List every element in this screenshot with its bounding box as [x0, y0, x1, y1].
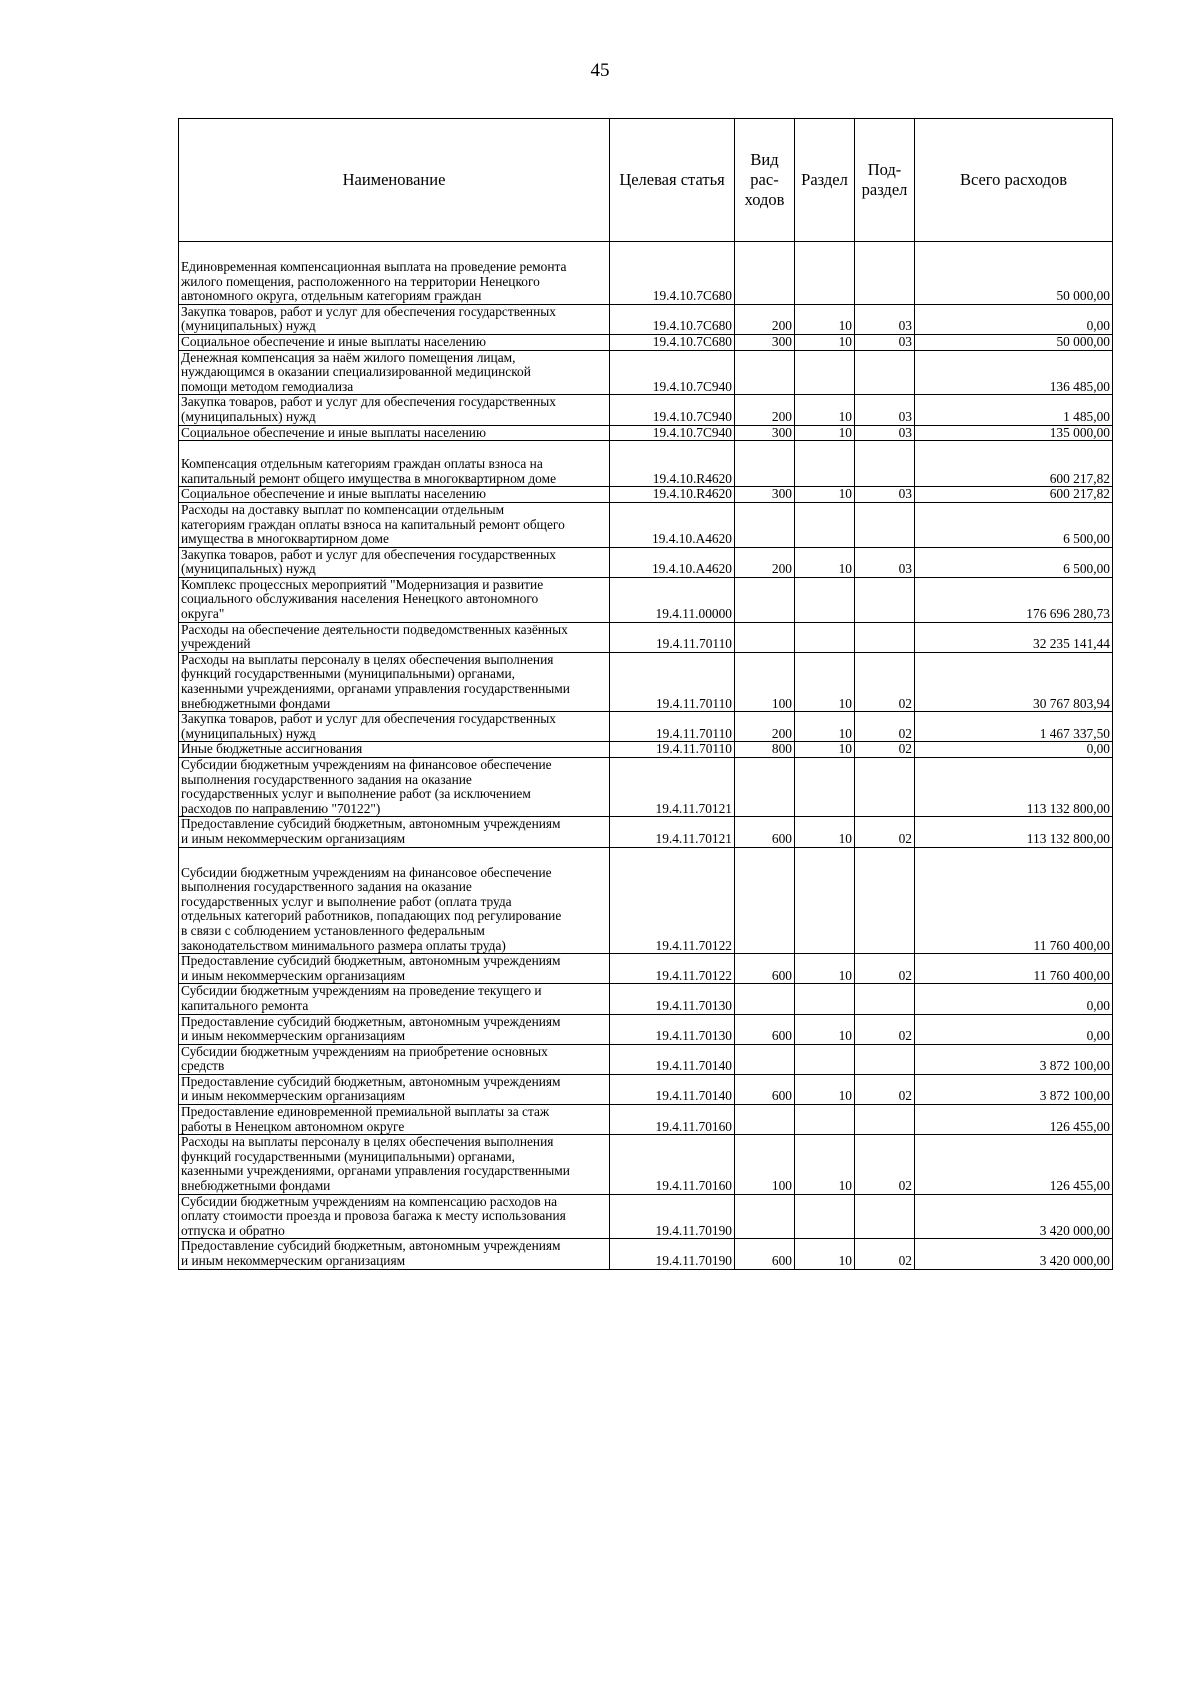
row-total: 30 767 803,94	[915, 652, 1113, 711]
row-total: 0,00	[915, 742, 1113, 758]
row-subsection	[855, 577, 915, 622]
row-target: 19.4.11.70110	[610, 652, 735, 711]
row-target: 19.4.10.А4620	[610, 547, 735, 577]
row-total: 113 132 800,00	[915, 758, 1113, 817]
row-total: 11 760 400,00	[915, 954, 1113, 984]
header-kind: Вид рас- ходов	[735, 119, 795, 242]
row-total: 50 000,00	[915, 334, 1113, 350]
row-subsection	[855, 758, 915, 817]
row-subsection: 03	[855, 304, 915, 334]
table-row	[179, 425, 1113, 441]
table-row	[179, 652, 1113, 711]
row-name: Субсидии бюджетным учреждениям на приобретение основных средств	[179, 1044, 610, 1074]
table-row	[179, 742, 1113, 758]
row-total: 1 485,00	[915, 395, 1113, 425]
row-name: Единовременная компенсационная выплата на проведение ремонта жилого помещения, расположенного на территории Ненецкого автономного округа, отдельным категориям граждан	[179, 242, 610, 305]
row-total: 32 235 141,44	[915, 622, 1113, 652]
row-section: 10	[795, 1239, 855, 1269]
row-target: 19.4.11.00000	[610, 577, 735, 622]
row-target: 19.4.10.7С940	[610, 395, 735, 425]
row-target: 19.4.11.70160	[610, 1135, 735, 1194]
row-target: 19.4.11.70130	[610, 1014, 735, 1044]
row-subsection: 02	[855, 954, 915, 984]
row-target: 19.4.10.7С940	[610, 425, 735, 441]
row-total: 176 696 280,73	[915, 577, 1113, 622]
row-kind: 300	[735, 334, 795, 350]
row-total: 6 500,00	[915, 547, 1113, 577]
row-section	[795, 1044, 855, 1074]
table-body	[179, 242, 1113, 1270]
row-name: Предоставление субсидий бюджетным, автономным учреждениям и иным некоммерческим организациям	[179, 1014, 610, 1044]
table-row	[179, 502, 1113, 547]
row-subsection: 03	[855, 487, 915, 503]
table-row	[179, 1014, 1113, 1044]
table-row	[179, 1135, 1113, 1194]
row-target: 19.4.11.70122	[610, 847, 735, 954]
header-subsection: Под- раздел	[855, 119, 915, 242]
row-target: 19.4.11.70110	[610, 622, 735, 652]
row-subsection: 03	[855, 395, 915, 425]
row-subsection: 02	[855, 817, 915, 847]
row-total: 50 000,00	[915, 242, 1113, 305]
row-section	[795, 577, 855, 622]
row-name: Закупка товаров, работ и услуг для обеспечения государственных (муниципальных) нужд	[179, 304, 610, 334]
row-section: 10	[795, 954, 855, 984]
row-name: Социальное обеспечение и иные выплаты населению	[179, 334, 610, 350]
row-target: 19.4.11.70160	[610, 1105, 735, 1135]
row-section: 10	[795, 334, 855, 350]
table-row	[179, 1074, 1113, 1104]
row-section: 10	[795, 395, 855, 425]
table-row	[179, 242, 1113, 305]
row-section: 10	[795, 817, 855, 847]
row-subsection	[855, 502, 915, 547]
table-row	[179, 441, 1113, 487]
row-name: Иные бюджетные ассигнования	[179, 742, 610, 758]
row-kind	[735, 242, 795, 305]
table-row	[179, 758, 1113, 817]
row-section	[795, 502, 855, 547]
row-section: 10	[795, 742, 855, 758]
row-subsection	[855, 847, 915, 954]
row-target: 19.4.11.70140	[610, 1074, 735, 1104]
row-target: 19.4.10.7С680	[610, 304, 735, 334]
table-row	[179, 712, 1113, 742]
row-kind	[735, 984, 795, 1014]
row-total: 600 217,82	[915, 487, 1113, 503]
row-section: 10	[795, 652, 855, 711]
row-subsection	[855, 242, 915, 305]
row-subsection: 03	[855, 334, 915, 350]
table-row	[179, 334, 1113, 350]
table-row	[179, 1194, 1113, 1239]
row-section	[795, 350, 855, 395]
row-total: 600 217,82	[915, 441, 1113, 487]
row-kind	[735, 1194, 795, 1239]
row-name: Закупка товаров, работ и услуг для обеспечения государственных (муниципальных) нужд	[179, 547, 610, 577]
row-target: 19.4.11.70110	[610, 742, 735, 758]
row-name: Расходы на обеспечение деятельности подведомственных казённых учреждений	[179, 622, 610, 652]
row-kind: 200	[735, 547, 795, 577]
row-subsection	[855, 1194, 915, 1239]
row-target: 19.4.11.70190	[610, 1194, 735, 1239]
row-total: 11 760 400,00	[915, 847, 1113, 954]
header-total: Всего расходов	[915, 119, 1113, 242]
row-kind	[735, 847, 795, 954]
row-total: 6 500,00	[915, 502, 1113, 547]
row-target: 19.4.10.7С940	[610, 350, 735, 395]
row-total: 1 467 337,50	[915, 712, 1113, 742]
row-target: 19.4.10.7С680	[610, 242, 735, 305]
row-target: 19.4.10.А4620	[610, 502, 735, 547]
header-target: Целевая статья	[610, 119, 735, 242]
row-kind: 600	[735, 1074, 795, 1104]
row-subsection: 02	[855, 1074, 915, 1104]
row-section	[795, 622, 855, 652]
row-kind	[735, 441, 795, 487]
table-row	[179, 395, 1113, 425]
budget-table	[178, 118, 1113, 1270]
row-total: 3 872 100,00	[915, 1044, 1113, 1074]
row-name: Предоставление субсидий бюджетным, автономным учреждениям и иным некоммерческим организациям	[179, 817, 610, 847]
row-total: 113 132 800,00	[915, 817, 1113, 847]
row-target: 19.4.11.70130	[610, 984, 735, 1014]
row-subsection: 03	[855, 547, 915, 577]
table-row	[179, 817, 1113, 847]
row-section	[795, 1105, 855, 1135]
row-kind	[735, 502, 795, 547]
row-section	[795, 984, 855, 1014]
table-row	[179, 577, 1113, 622]
row-total: 3 872 100,00	[915, 1074, 1113, 1104]
row-total: 126 455,00	[915, 1105, 1113, 1135]
row-section	[795, 1194, 855, 1239]
row-total: 0,00	[915, 984, 1113, 1014]
row-section	[795, 758, 855, 817]
row-target: 19.4.10.R4620	[610, 441, 735, 487]
row-kind: 600	[735, 817, 795, 847]
table-row	[179, 350, 1113, 395]
row-name: Предоставление единовременной премиальной выплаты за стаж работы в Ненецком автономном округе	[179, 1105, 610, 1135]
row-kind	[735, 758, 795, 817]
row-target: 19.4.10.7С680	[610, 334, 735, 350]
row-name: Расходы на выплаты персоналу в целях обеспечения выполнения функций государственными (муниципальными) органами, казенными учреждениями, органами управления государственными внебюджетными фондами	[179, 652, 610, 711]
row-target: 19.4.11.70140	[610, 1044, 735, 1074]
row-subsection: 03	[855, 425, 915, 441]
table-row	[179, 1239, 1113, 1269]
row-section: 10	[795, 1074, 855, 1104]
row-total: 3 420 000,00	[915, 1239, 1113, 1269]
row-name: Закупка товаров, работ и услуг для обеспечения государственных (муниципальных) нужд	[179, 712, 610, 742]
row-name: Социальное обеспечение и иные выплаты населению	[179, 487, 610, 503]
row-kind: 200	[735, 304, 795, 334]
row-total: 135 000,00	[915, 425, 1113, 441]
row-target: 19.4.11.70190	[610, 1239, 735, 1269]
row-kind: 600	[735, 954, 795, 984]
row-name: Субсидии бюджетным учреждениям на проведение текущего и капитального ремонта	[179, 984, 610, 1014]
row-kind	[735, 622, 795, 652]
row-name: Социальное обеспечение и иные выплаты населению	[179, 425, 610, 441]
row-subsection	[855, 1044, 915, 1074]
row-total: 3 420 000,00	[915, 1194, 1113, 1239]
row-subsection: 02	[855, 742, 915, 758]
row-target: 19.4.10.R4620	[610, 487, 735, 503]
row-name: Закупка товаров, работ и услуг для обеспечения государственных (муниципальных) нужд	[179, 395, 610, 425]
header-section: Раздел	[795, 119, 855, 242]
row-name: Комплекс процессных мероприятий "Модернизация и развитие социального обслуживания населения Ненецкого автономного округа"	[179, 577, 610, 622]
row-kind	[735, 1044, 795, 1074]
row-subsection: 02	[855, 712, 915, 742]
page-number: 45	[590, 60, 610, 81]
row-kind: 200	[735, 712, 795, 742]
row-section: 10	[795, 712, 855, 742]
row-name: Предоставление субсидий бюджетным, автономным учреждениям и иным некоммерческим организациям	[179, 954, 610, 984]
row-section: 10	[795, 1135, 855, 1194]
row-section	[795, 441, 855, 487]
row-kind: 600	[735, 1239, 795, 1269]
row-total: 0,00	[915, 304, 1113, 334]
header-name: Наименование	[179, 119, 610, 242]
row-subsection	[855, 350, 915, 395]
table-row	[179, 984, 1113, 1014]
row-kind: 200	[735, 395, 795, 425]
row-name: Расходы на выплаты персоналу в целях обеспечения выполнения функций государственными (муниципальными) органами, казенными учреждениями, органами управления государственными внебюджетными фондами	[179, 1135, 610, 1194]
table-header-row	[179, 119, 1113, 242]
row-section: 10	[795, 304, 855, 334]
row-subsection: 02	[855, 1014, 915, 1044]
row-section: 10	[795, 1014, 855, 1044]
row-total: 0,00	[915, 1014, 1113, 1044]
row-subsection: 02	[855, 1135, 915, 1194]
row-name: Компенсация отдельным категориям граждан оплаты взноса на капитальный ремонт общего имущества в многоквартирном доме	[179, 441, 610, 487]
row-kind: 600	[735, 1014, 795, 1044]
row-name: Предоставление субсидий бюджетным, автономным учреждениям и иным некоммерческим организациям	[179, 1074, 610, 1104]
row-section: 10	[795, 425, 855, 441]
row-kind: 300	[735, 487, 795, 503]
table-row	[179, 304, 1113, 334]
table-row	[179, 954, 1113, 984]
row-target: 19.4.11.70122	[610, 954, 735, 984]
row-section: 10	[795, 487, 855, 503]
row-subsection	[855, 441, 915, 487]
row-kind: 100	[735, 652, 795, 711]
row-kind	[735, 577, 795, 622]
row-kind	[735, 350, 795, 395]
row-kind: 300	[735, 425, 795, 441]
table-row	[179, 1105, 1113, 1135]
row-subsection	[855, 984, 915, 1014]
table-row	[179, 547, 1113, 577]
row-kind	[735, 1105, 795, 1135]
row-section: 10	[795, 547, 855, 577]
row-subsection	[855, 622, 915, 652]
table-row	[179, 622, 1113, 652]
row-kind: 800	[735, 742, 795, 758]
row-name: Денежная компенсация за наём жилого помещения лицам, нуждающимся в оказании специализированной медицинской помощи методом гемодиализа	[179, 350, 610, 395]
row-kind: 100	[735, 1135, 795, 1194]
row-name: Субсидии бюджетным учреждениям на финансовое обеспечение выполнения государственного задания на оказание государственных услуг и выполнение работ (оплата труда отдельных категорий работников, попадающих под регулирование в связи с соблюдением установленного федеральным законодательством минимального размера оплаты труда)	[179, 847, 610, 954]
row-subsection: 02	[855, 652, 915, 711]
table-row	[179, 1044, 1113, 1074]
row-target: 19.4.11.70121	[610, 817, 735, 847]
row-target: 19.4.11.70121	[610, 758, 735, 817]
row-subsection: 02	[855, 1239, 915, 1269]
table-row	[179, 487, 1113, 503]
row-name: Субсидии бюджетным учреждениям на компенсацию расходов на оплату стоимости проезда и провоза багажа к месту использования отпуска и обратно	[179, 1194, 610, 1239]
row-total: 136 485,00	[915, 350, 1113, 395]
row-name: Субсидии бюджетным учреждениям на финансовое обеспечение выполнения государственного задания на оказание государственных услуг и выполнение работ (за исключением расходов по направлению "70122")	[179, 758, 610, 817]
row-section	[795, 847, 855, 954]
table-row	[179, 847, 1113, 954]
row-name: Предоставление субсидий бюджетным, автономным учреждениям и иным некоммерческим организациям	[179, 1239, 610, 1269]
row-total: 126 455,00	[915, 1135, 1113, 1194]
row-subsection	[855, 1105, 915, 1135]
row-target: 19.4.11.70110	[610, 712, 735, 742]
row-section	[795, 242, 855, 305]
row-name: Расходы на доставку выплат по компенсации отдельным категориям граждан оплаты взноса на капитальный ремонт общего имущества в многоквартирном доме	[179, 502, 610, 547]
